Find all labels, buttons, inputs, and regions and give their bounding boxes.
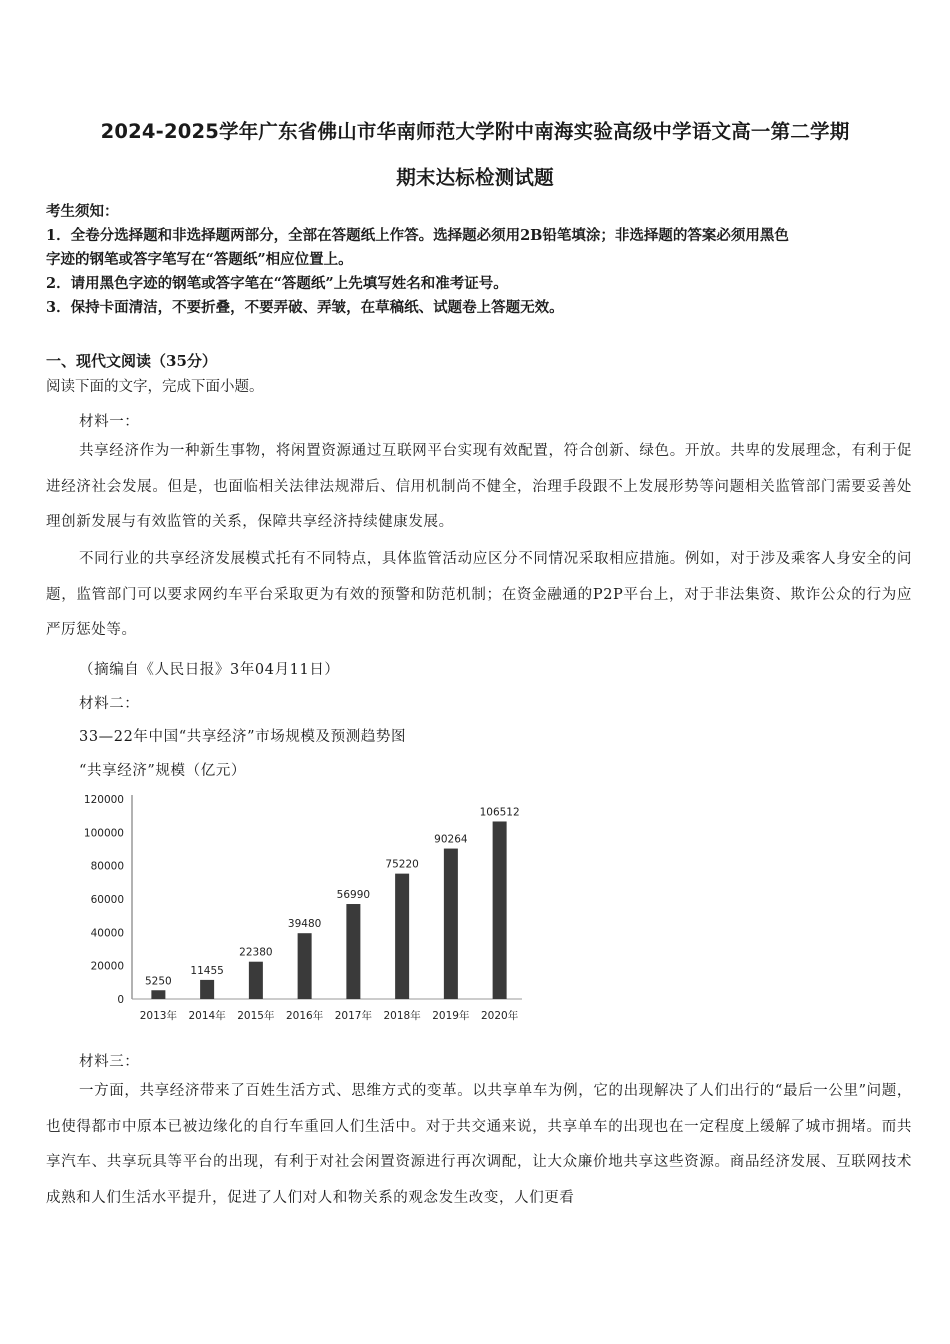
bar-value-label: 5250 (145, 975, 172, 988)
bar (346, 904, 360, 999)
bar (493, 821, 507, 999)
y-tick-label: 0 (117, 994, 124, 1006)
bar-value-label: 90264 (434, 833, 468, 846)
bar-value-label: 39480 (287, 918, 322, 931)
notice-item-3: 3．保持卡面清洁，不要折叠，不要弄破、弄皱，在草稿纸、试题卷上答题无效。 (46, 299, 564, 316)
material-1-source: （摘编自《人民日报》3年04月11日） (79, 662, 340, 678)
chart-caption: 33—22年中国“共享经济”市场规模及预测趋势图 (79, 729, 407, 745)
x-category-label: 2017年 (334, 1010, 372, 1022)
bar (151, 990, 165, 999)
notice-item-1-line-1: 1．全卷分选择题和非选择题两部分，全部在答题纸上作答。选择题必须用2B铅笔填涂；非选择题的答案必须用黑色 (46, 227, 789, 244)
exam-notice (46, 200, 906, 320)
x-category-label: 2016年 (286, 1010, 324, 1022)
bar-value-label: 11455 (190, 964, 224, 977)
bar (200, 980, 214, 999)
y-tick-label: 60000 (90, 894, 124, 906)
bar (395, 874, 409, 999)
bar (444, 849, 458, 999)
material-2-label: 材料二： (79, 696, 140, 712)
chart-unit-label: “共享经济”规模（亿元） (79, 763, 247, 779)
y-tick-label: 100000 (83, 827, 124, 840)
document-title-line-1: 2024-2025学年广东省佛山市华南师范大学附中南海实验高级中学语文高一第二学期 (100, 120, 850, 143)
bar (249, 962, 263, 999)
material-3-label: 材料三： (79, 1054, 140, 1070)
x-category-label: 2018年 (383, 1010, 421, 1022)
material-1-label: 材料一： (79, 414, 140, 430)
reading-instruction: 阅读下面的文字，完成下面小题。 (46, 379, 264, 395)
notice-item-1-line-2: 字迹的钢笔或答字笔写在“答题纸”相应位置上。 (46, 251, 353, 268)
y-tick-label: 20000 (90, 960, 124, 973)
bar-value-label: 56990 (336, 889, 371, 902)
document-title-line-2: 期末达标检测试题 (396, 166, 554, 189)
y-tick-label: 40000 (90, 927, 124, 940)
bar-value-label: 106512 (479, 806, 520, 819)
x-category-label: 2014年 (188, 1010, 226, 1022)
x-category-label: 2019年 (432, 1010, 470, 1022)
y-tick-label: 80000 (90, 860, 124, 873)
market-size-bar-chart (80, 785, 540, 1030)
x-category-label: 2020年 (481, 1010, 519, 1022)
y-tick-label: 120000 (83, 794, 124, 806)
bar (298, 933, 312, 999)
x-category-label: 2013年 (139, 1010, 177, 1022)
bar-value-label: 22380 (239, 946, 273, 959)
notice-item-2: 2．请用黑色字迹的钢笔或答字笔在“答题纸”上先填写姓名和准考证号。 (46, 275, 508, 292)
material-3-paragraph-1: 一方面，共享经济带来了百姓生活方式、思维方式的变革。以共享单车为例，它的出现解决了人们出行的“最后一公里”问题，也使得都市中原本已被边缘化的自行车重回人们生活中。对于共交通来说，共享单车的出现也在一定程度上缓解了城市拥堵。而共享汽车、共享玩具等平台的出现，有利于对社会闲置资源进行再次调配，让大众廉价地共享这些资源。商品经济发展、互联网技术成熟和人们生活水平提升，促进了人们对人和物关系的观念发生改变，人们更看 (46, 1083, 912, 1206)
material-1-paragraph-2: 不同行业的共享经济发展模式托有不同特点，具体监管活动应区分不同情况采取相应措施。例如，对于涉及乘客人身安全的问题，监管部门可以要求网约车平台采取更为有效的预警和防范机制；在资金融通的P2P平台上，对于非法集资、欺诈公众的行为应严厉惩处等。 (46, 551, 912, 638)
section-heading: 一、现代文阅读（35分） (46, 352, 217, 370)
bar-value-label: 75220 (385, 858, 419, 871)
notice-heading: 考生须知： (46, 203, 119, 220)
material-1-paragraph-1: 共享经济作为一种新生事物，将闲置资源通过互联网平台实现有效配置，符合创新、绿色。开放。共卑的发展理念，有利于促进经济社会发展。但是，也面临相关法律法规滞后、信用机制尚不健全，治理手段跟不上发展形势等问题相关监管部门需要妥善处理创新发展与有效监管的关系，保障共享经济持续健康发展。 (46, 443, 912, 530)
x-category-label: 2015年 (237, 1010, 275, 1022)
